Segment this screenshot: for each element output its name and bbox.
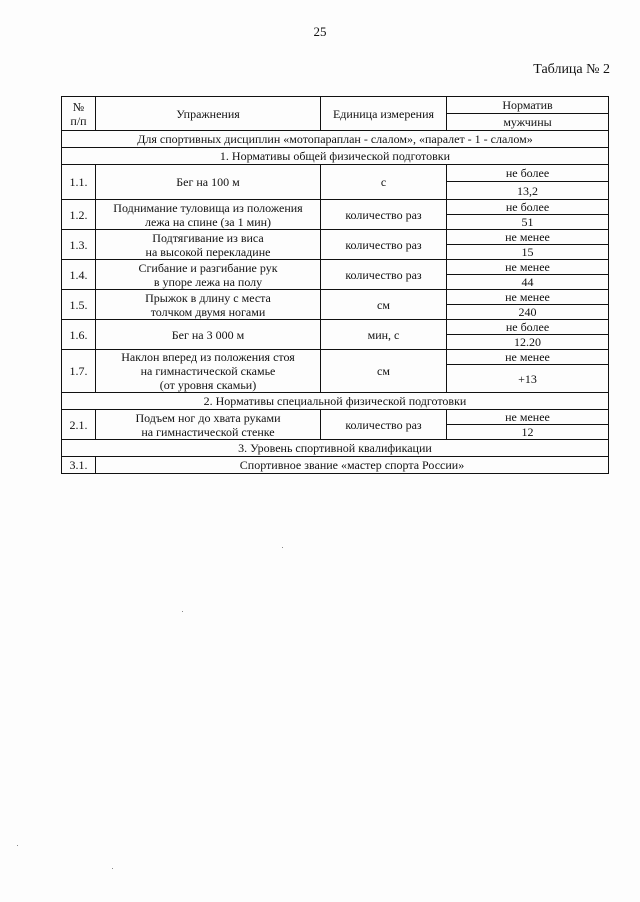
discipline-row xyxy=(62,131,609,148)
header-norm: Норматив xyxy=(447,97,609,114)
qualification-row xyxy=(62,457,609,474)
qualification-text: Спортивное звание «мастер спорта России» xyxy=(96,457,609,474)
header-men: мужчины xyxy=(447,114,609,131)
norm-row xyxy=(62,230,609,245)
row-number: 1.1. xyxy=(62,165,96,200)
row-number: 1.7. xyxy=(62,350,96,393)
norm-condition: не более xyxy=(447,200,609,215)
exercise-name: Подъем ног до хвата руками на гимнастической стенке xyxy=(96,410,321,440)
unit: см xyxy=(321,290,447,320)
norm-row xyxy=(62,290,609,305)
header-row xyxy=(62,97,609,114)
norm-value: 13,2 xyxy=(447,182,609,200)
unit: количество раз xyxy=(321,230,447,260)
section-3-rows xyxy=(62,457,609,474)
exercise-name: Наклон вперед из положения стоя на гимнастической скамье (от уровня скамьи) xyxy=(96,350,321,393)
exercise-name: Бег на 3 000 м xyxy=(96,320,321,350)
norm-condition: не менее xyxy=(447,230,609,245)
row-number: 2.1. xyxy=(62,410,96,440)
scan-speck xyxy=(17,845,18,846)
section-1-rows xyxy=(62,165,609,393)
norm-row xyxy=(62,260,609,275)
norm-value: +13 xyxy=(447,365,609,393)
page-number: 25 xyxy=(313,24,327,39)
norm-condition: не менее xyxy=(447,350,609,365)
unit: с xyxy=(321,165,447,200)
norm-row xyxy=(62,350,609,365)
section-row xyxy=(62,393,609,410)
exercise-name: Подтягивание из виса на высокой перекладине xyxy=(96,230,321,260)
norm-condition: не менее xyxy=(447,290,609,305)
exercise-name: Прыжок в длину с места толчком двумя ногами xyxy=(96,290,321,320)
norm-value: 12.20 xyxy=(447,335,609,350)
row-number: 3.1. xyxy=(62,457,96,474)
row-number: 1.5. xyxy=(62,290,96,320)
row-number: 1.2. xyxy=(62,200,96,230)
exercise-name: Бег на 100 м xyxy=(96,165,321,200)
exercise-name: Сгибание и разгибание рук в упоре лежа на полу xyxy=(96,260,321,290)
norm-value: 240 xyxy=(447,305,609,320)
section-2-heading: 2. Нормативы специальной физической подготовки xyxy=(62,393,609,410)
section-row xyxy=(62,148,609,165)
header-exercise: Упражнения xyxy=(96,97,321,131)
norm-condition: не менее xyxy=(447,410,609,425)
unit: количество раз xyxy=(321,260,447,290)
section-row xyxy=(62,440,609,457)
norm-condition: не более xyxy=(447,320,609,335)
unit: см xyxy=(321,350,447,393)
norm-value: 12 xyxy=(447,425,609,440)
norm-value: 15 xyxy=(447,245,609,260)
header-num: № п/п xyxy=(62,97,96,131)
row-number: 1.6. xyxy=(62,320,96,350)
discipline-heading: Для спортивных дисциплин «мотопараплан - слалом», «паралет - 1 - слалом» xyxy=(62,131,609,148)
norm-value: 44 xyxy=(447,275,609,290)
norm-row xyxy=(62,410,609,425)
scan-speck xyxy=(282,547,283,548)
exercise-name: Поднимание туловища из положения лежа на спине (за 1 мин) xyxy=(96,200,321,230)
scan-speck xyxy=(112,868,113,869)
norm-row xyxy=(62,200,609,215)
row-number: 1.3. xyxy=(62,230,96,260)
section-3-heading: 3. Уровень спортивной квалификации xyxy=(62,440,609,457)
norm-value: 51 xyxy=(447,215,609,230)
section-2-rows xyxy=(62,410,609,440)
unit: количество раз xyxy=(321,410,447,440)
table-caption: Таблица № 2 xyxy=(533,62,610,77)
norm-row xyxy=(62,320,609,335)
header-unit: Единица измерения xyxy=(321,97,447,131)
norm-condition: не более xyxy=(447,165,609,182)
unit: количество раз xyxy=(321,200,447,230)
norm-condition: не менее xyxy=(447,260,609,275)
unit: мин, с xyxy=(321,320,447,350)
norm-row xyxy=(62,165,609,182)
norms-table xyxy=(61,96,609,474)
row-number: 1.4. xyxy=(62,260,96,290)
section-1-heading: 1. Нормативы общей физической подготовки xyxy=(62,148,609,165)
scan-speck xyxy=(182,611,183,612)
